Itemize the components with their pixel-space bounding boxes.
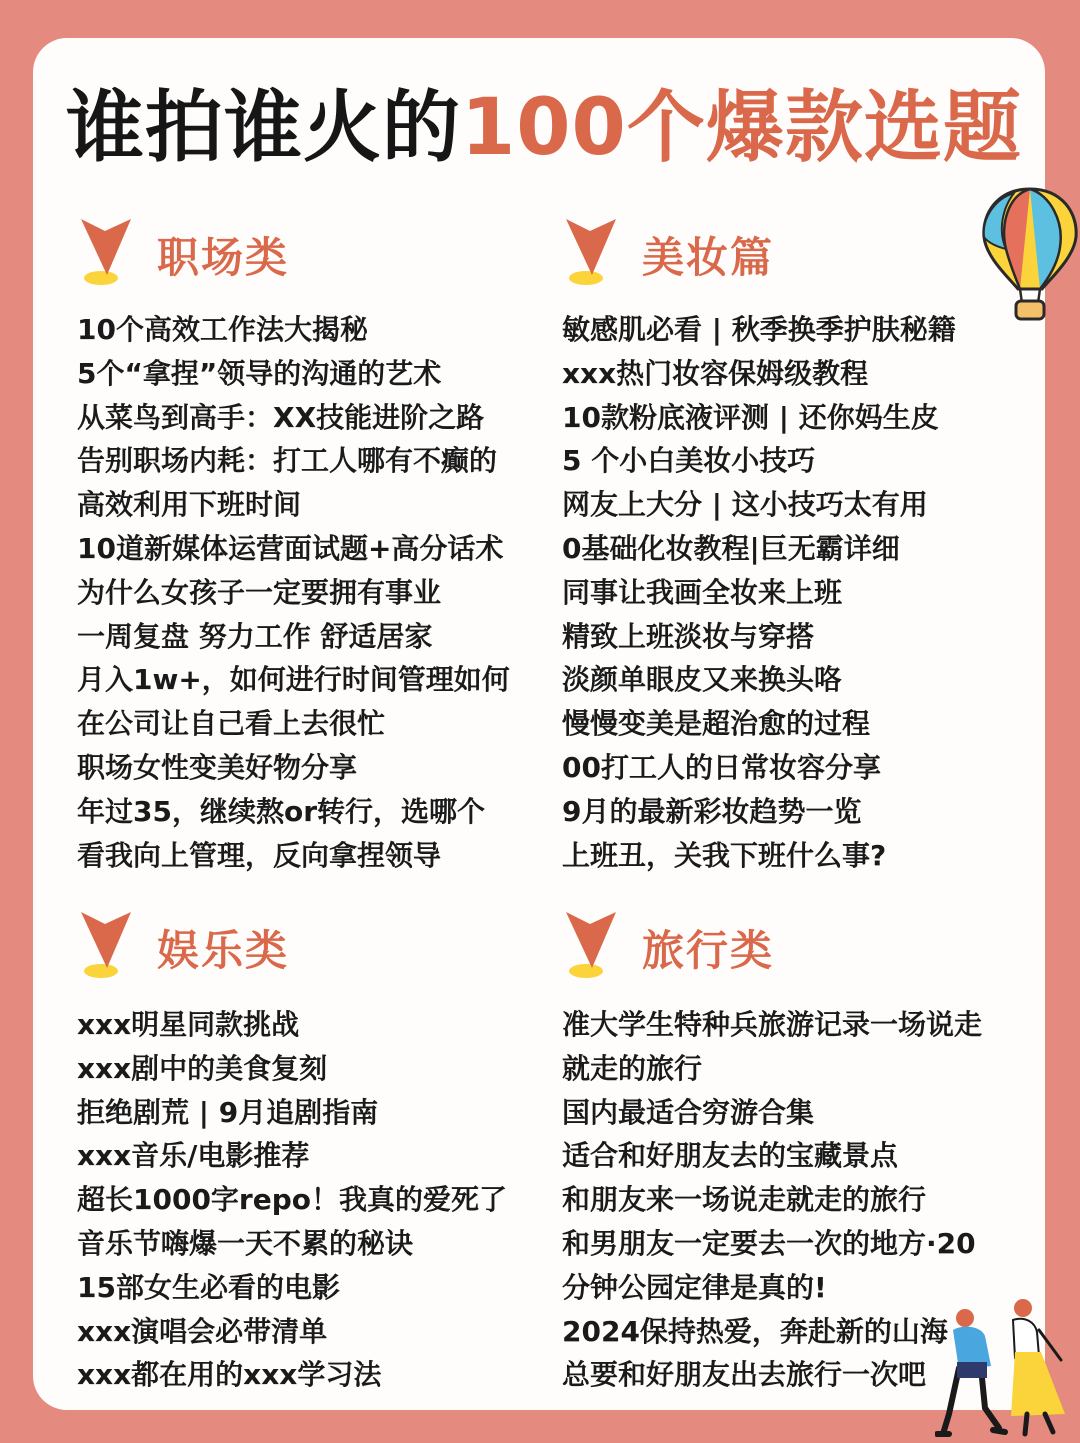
list-item: xxx剧中的美食复刻 <box>77 1051 328 1085</box>
list-item: 15部女生必看的电影 <box>77 1270 340 1304</box>
section-entertainment <box>77 908 547 1397</box>
list-item: 00打工人的日常妆容分享 <box>562 750 881 784</box>
list-item: 10道新媒体运营面试题+高分话术 <box>77 531 504 565</box>
list-item: 国内最适合穷游合集 <box>562 1095 815 1129</box>
section-workplace <box>77 215 547 877</box>
list-item: xxx音乐/电影推荐 <box>77 1139 310 1173</box>
section-workplace-header <box>77 215 547 295</box>
list-item: 慢慢变美是超治愈的过程 <box>562 707 871 741</box>
list-item: 超长1000字repo！我真的爱死了 <box>77 1183 508 1217</box>
section-beauty <box>562 215 1032 877</box>
list-item: 5个“拿捏”领导的沟通的艺术 <box>77 356 442 390</box>
list-beauty <box>562 308 1032 877</box>
walking-couple-illustration <box>935 1296 1080 1443</box>
list-item: 敏感肌必看 | 秋季换季护肤秘籍 <box>562 313 956 346</box>
section-title-beauty: 美妆篇 <box>642 233 775 282</box>
list-item: 网友上大分 | 这小技巧太有用 <box>562 488 928 522</box>
section-beauty-header <box>562 215 1032 295</box>
list-item: 在公司让自己看上去很忙 <box>77 707 386 741</box>
list-item: xxx演唱会必带清单 <box>77 1314 328 1348</box>
list-item: 分钟公园定律是真的! <box>562 1270 827 1304</box>
list-item: 淡颜单眼皮又来换头咯 <box>562 663 843 697</box>
list-item: 同事让我画全妆来上班 <box>562 575 843 609</box>
location-pin-icon <box>562 908 622 980</box>
list-entertainment <box>77 1003 547 1397</box>
section-entertainment-header <box>77 908 547 988</box>
list-item: 拒绝剧荒 | 9月追剧指南 <box>77 1095 379 1129</box>
list-item: 上班丑，关我下班什么事? <box>562 838 887 872</box>
list-item: 和男朋友一定要去一次的地方·20 <box>562 1226 976 1260</box>
list-item: 为什么女孩子一定要拥有事业 <box>77 575 442 609</box>
list-item: 10个高效工作法大揭秘 <box>77 313 368 346</box>
list-item: 0基础化妆教程|巨无霸详细 <box>562 531 900 565</box>
section-title-travel: 旅行类 <box>642 926 775 975</box>
list-item: 职场女性变美好物分享 <box>77 750 358 784</box>
section-title-workplace: 职场类 <box>157 233 290 282</box>
list-item: 2024保持热爱，奔赴新的山海 <box>562 1314 948 1348</box>
list-item: 10款粉底液评测 | 还你妈生皮 <box>562 400 939 434</box>
list-item: 告别职场内耗：打工人哪有不癫的 <box>77 444 498 478</box>
list-item: 就走的旅行 <box>562 1051 703 1085</box>
location-pin-icon <box>562 215 622 287</box>
list-item: 年过35，继续熬or转行，选哪个 <box>77 794 486 828</box>
list-item: 准大学生特种兵旅游记录一场说走 <box>562 1008 983 1041</box>
list-item: 9月的最新彩妆趋势一览 <box>562 794 862 828</box>
list-item: xxx都在用的xxx学习法 <box>77 1358 382 1392</box>
list-item: 5 个小白美妆小技巧 <box>562 444 816 478</box>
page-title <box>66 78 1026 178</box>
list-item: xxx明星同款挑战 <box>77 1008 300 1041</box>
list-item: 从菜鸟到高手：XX技能进阶之路 <box>77 400 485 434</box>
location-pin-icon <box>77 908 137 980</box>
list-workplace <box>77 308 547 877</box>
page-title-part2: 100个爆款选题 <box>461 83 1022 173</box>
list-item: 精致上班淡妆与穿搭 <box>562 619 815 653</box>
list-item: 一周复盘 努力工作 舒适居家 <box>77 619 433 653</box>
list-item: 高效利用下班时间 <box>77 488 302 522</box>
section-travel-header <box>562 908 1032 988</box>
list-item: 总要和好朋友出去旅行一次吧 <box>562 1358 927 1392</box>
section-title-entertainment: 娱乐类 <box>157 926 290 975</box>
list-item: xxx热门妆容保姆级教程 <box>562 356 869 390</box>
page-title-part1: 谁拍谁火的 <box>66 83 462 173</box>
list-item: 和朋友来一场说走就走的旅行 <box>562 1183 927 1217</box>
location-pin-icon <box>77 215 137 287</box>
list-item: 月入1w+，如何进行时间管理如何 <box>77 663 510 697</box>
list-item: 音乐节嗨爆一天不累的秘诀 <box>77 1226 414 1260</box>
list-item: 看我向上管理，反向拿捏领导 <box>77 838 442 872</box>
list-item: 适合和好朋友去的宝藏景点 <box>562 1139 899 1173</box>
